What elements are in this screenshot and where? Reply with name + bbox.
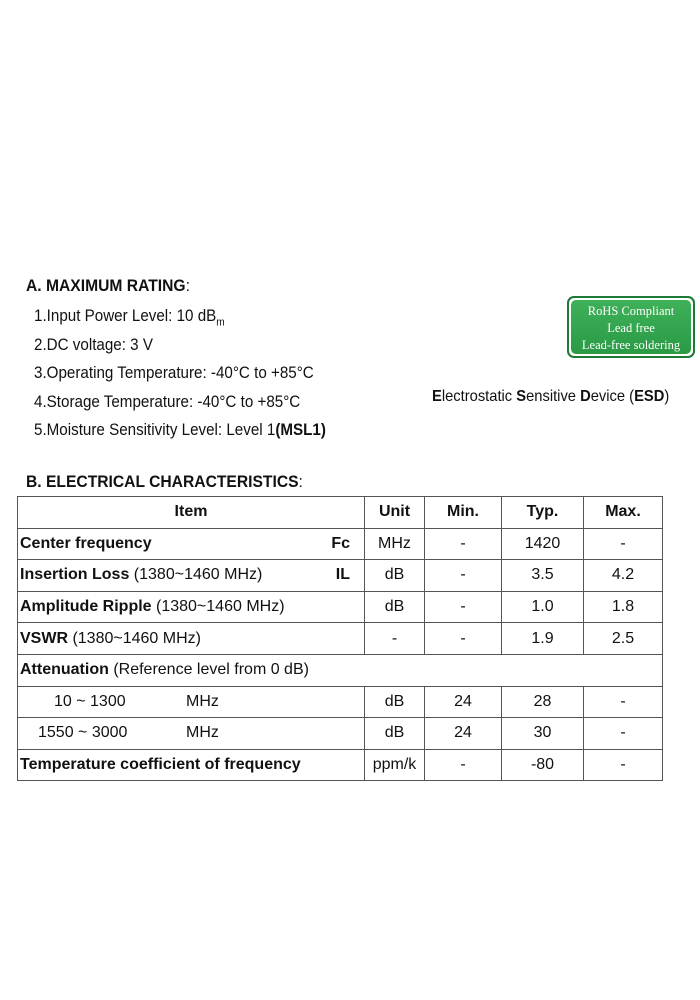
table-row-center-frequency: Center frequency Fc MHz - 1420 - <box>18 528 663 560</box>
header-item: Item <box>18 497 365 529</box>
section-a-title: A. MAXIMUM RATING: <box>26 276 190 295</box>
rating-item-storage-temp: 4.Storage Temperature: -40°C to +85°C <box>34 392 301 411</box>
table-row-insertion-loss: Insertion Loss (1380~1460 MHz) IL dB - 3.5 4.2 <box>18 560 663 592</box>
table-row-vswr: VSWR (1380~1460 MHz) - - 1.9 2.5 <box>18 623 663 655</box>
rating-item-input-power: 1.Input Power Level: 10 $dB_m$ <box>34 307 225 329</box>
header-min: Min. <box>425 497 502 529</box>
header-max: Max. <box>584 497 663 529</box>
table-row-attenuation-1: 10 ~ 1300 MHz dB 24 28 - <box>18 686 663 718</box>
header-unit: Unit <box>365 497 425 529</box>
section-b-title: B. ELECTRICAL CHARACTERISTICS: <box>26 472 303 491</box>
header-typ: Typ. <box>502 497 584 529</box>
maximum-rating-list <box>34 302 351 445</box>
electrical-characteristics-table <box>17 496 663 781</box>
table-row-amplitude-ripple: Amplitude Ripple (1380~1460 MHz) dB - 1.0 1.8 <box>18 591 663 623</box>
rohs-line-3: Lead-free soldering <box>581 338 681 352</box>
table-row-temperature-coefficient: Temperature coefficient of frequency ppm/k - -80 - <box>18 749 663 781</box>
table-row-attenuation-header: Attenuation (Reference level from 0 dB) <box>18 654 663 686</box>
rohs-line-1: RoHS Compliant <box>587 304 675 318</box>
rating-item-msl: 5.Moisture Sensitivity Level: Level 1(MSL1) <box>34 421 326 439</box>
esd-notice: Electrostatic Sensitive Device (ESD) <box>432 388 670 405</box>
table-row-attenuation-2: 1550 ~ 3000 MHz dB 24 30 - <box>18 718 663 750</box>
rohs-compliant-badge <box>567 296 695 358</box>
rating-item-dc-voltage: 2.DC voltage: 3 V <box>34 335 153 354</box>
rohs-line-2: Lead free <box>607 321 655 335</box>
table-header-row <box>18 497 663 529</box>
rating-item-operating-temp: 3.Operating Temperature: -40°C to +85°C <box>34 364 314 382</box>
